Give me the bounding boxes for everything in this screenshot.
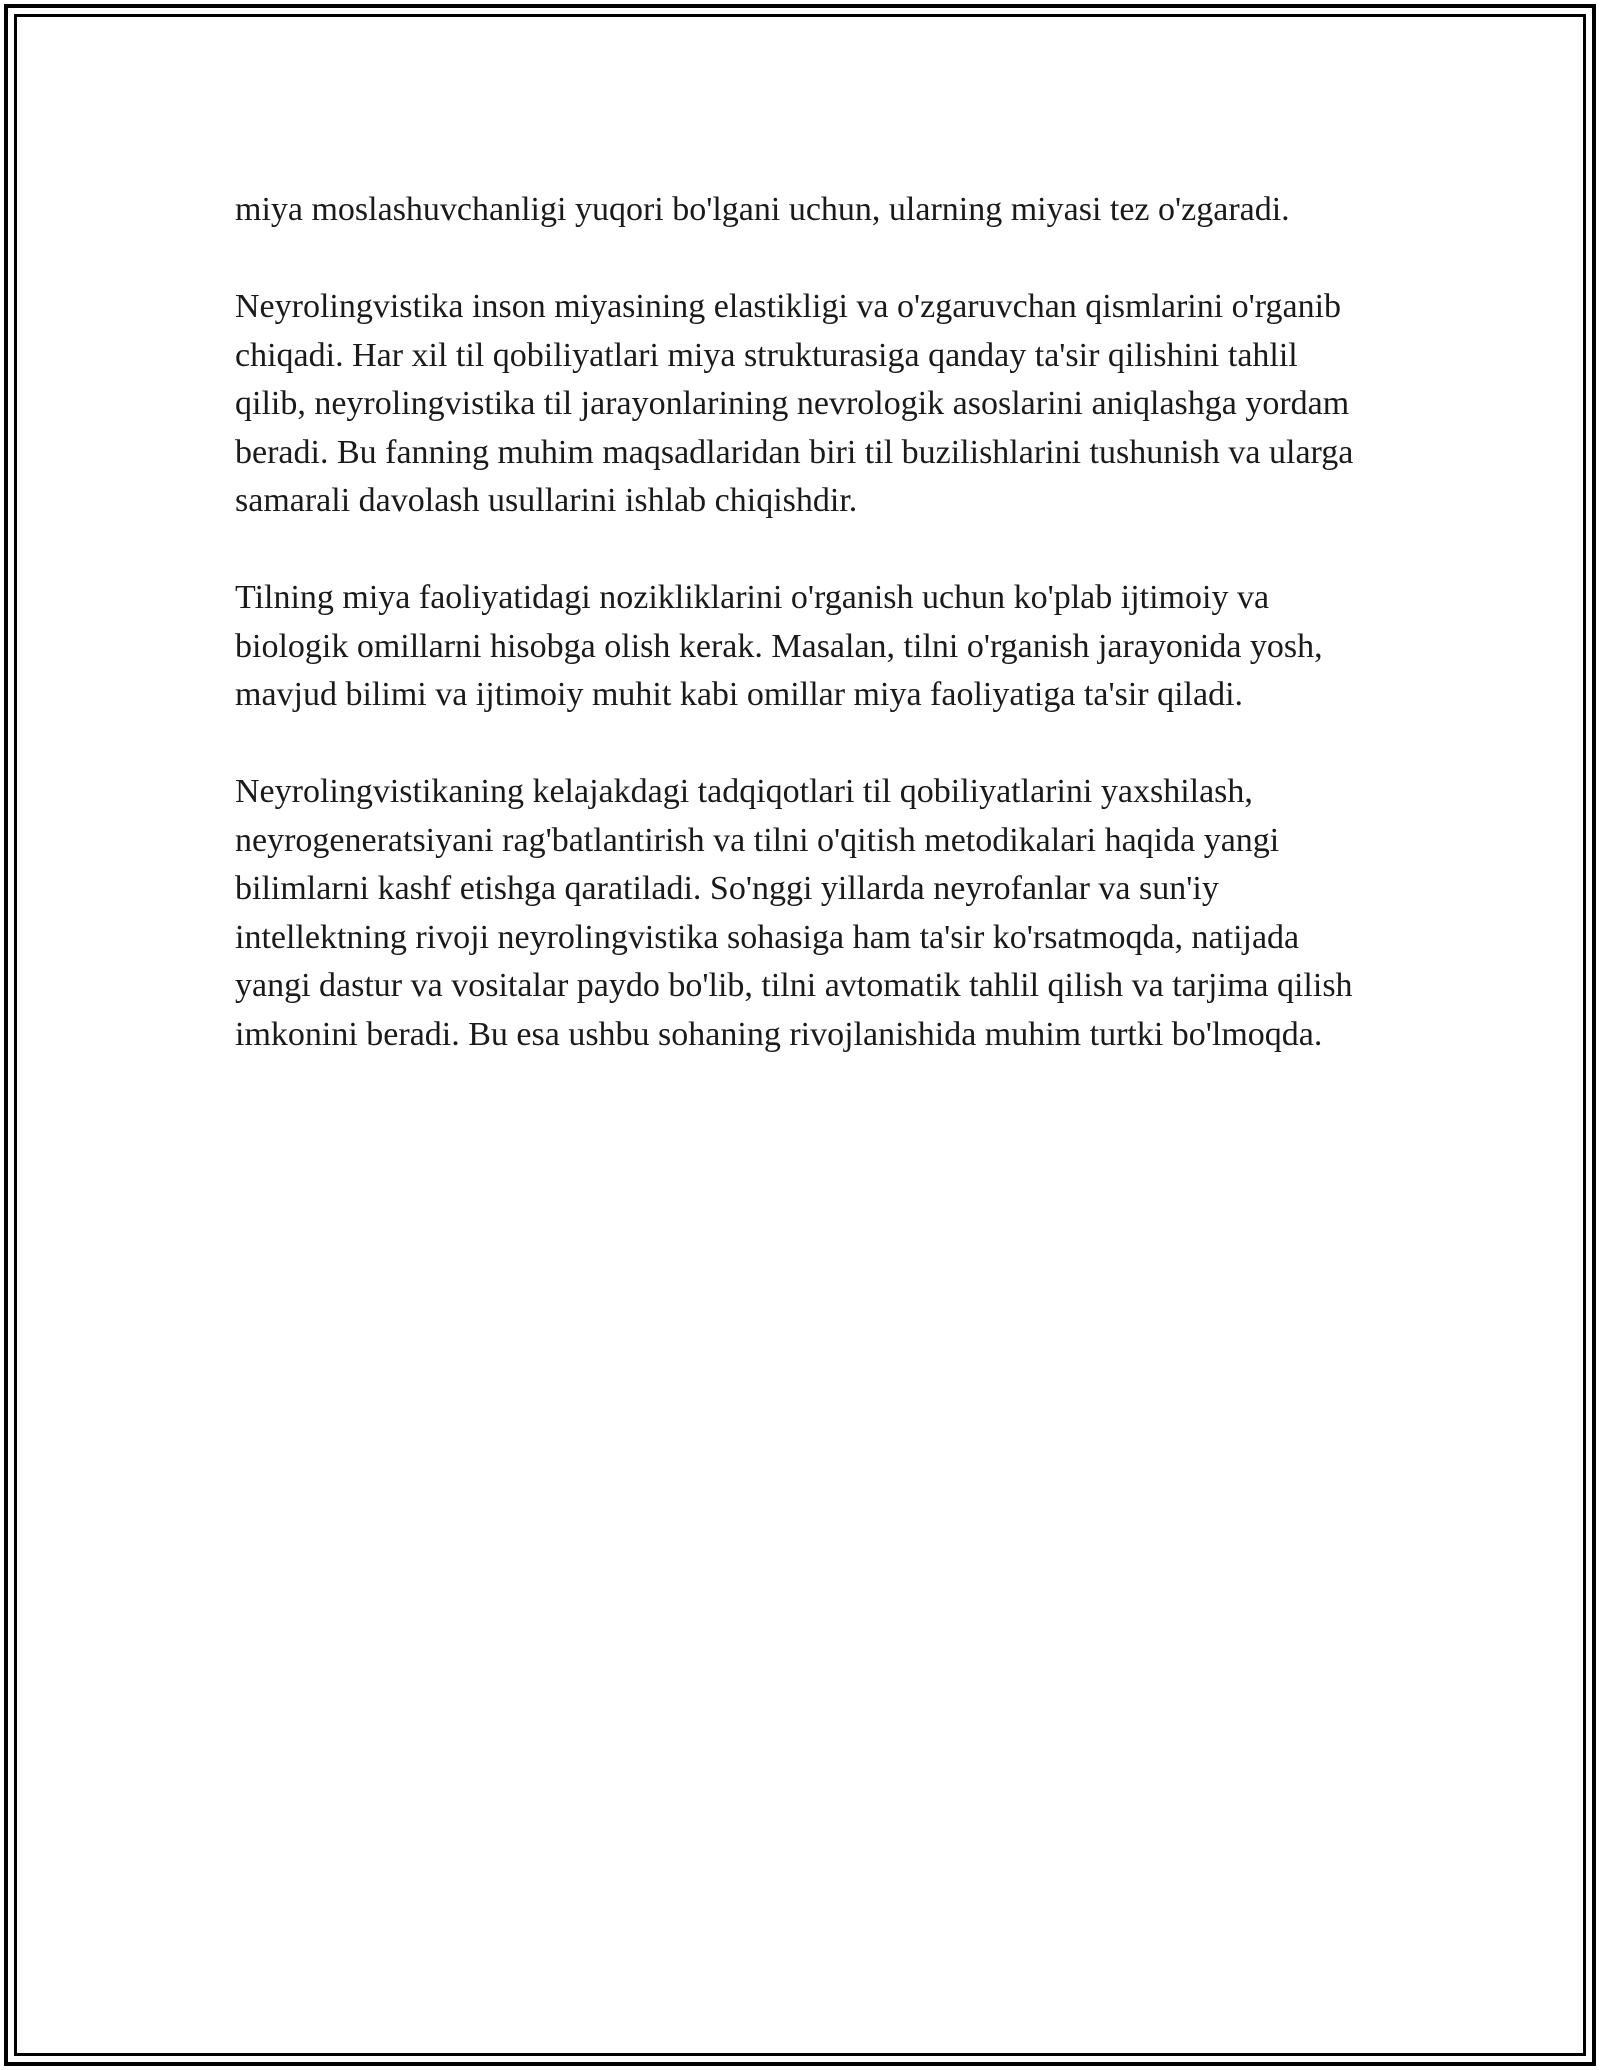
paragraph-continuation: miya moslashuvchanligi yuqori bo'lgani uchun, ularning miyasi tez o'zgaradi. — [235, 191, 1290, 228]
document-body — [235, 186, 1375, 1108]
paragraph-future-research: Neyrolingvistikaning kelajakdagi tadqiqotlari til qobiliyatlarini yaxshilash, neyrogeneratsiyani rag'batlantirish va tilni o'qitish metodikalari haqida yangi bilimlarni kashf etishga qaratiladi. So'nggi yillarda neyrofanlar va sun'iy intellektning rivoji neyrolingvistika sohasiga ham ta'sir ko'rsatmoqda, natijada yangi dastur va vositalar paydo bo'lib, tilni avtomatik tahlil qilish va tarjima qilish imkonini beradi. Bu esa ushbu sohaning rivojlanishida muhim turtki bo'lmoqda. — [235, 773, 1353, 1053]
paragraph-factors: Tilning miya faoliyatidagi nozikliklarini o'rganish uchun ko'plab ijtimoiy va biologik omillarni hisobga olish kerak. Masalan, tilni o'rganish jarayonida yosh, mavjud bilimi va ijtimoiy muhit kabi omillar miya faoliyatiga ta'sir qiladi. — [235, 579, 1323, 713]
paragraph-neuroplasticity: Neyrolingvistika inson miyasining elastikligi va o'zgaruvchan qismlarini o'rganib chiqadi. Har xil til qobiliyatlari miya strukturasiga qanday ta'sir qilishini tahlil qilib, neyrolingvistika til jarayonlarining nevrologik asoslarini aniqlashga yordam beradi. Bu fanning muhim maqsadlaridan biri til buzilishlarini tushunish va ularga samarali davolash usullarini ishlab chiqishdir. — [235, 288, 1354, 519]
